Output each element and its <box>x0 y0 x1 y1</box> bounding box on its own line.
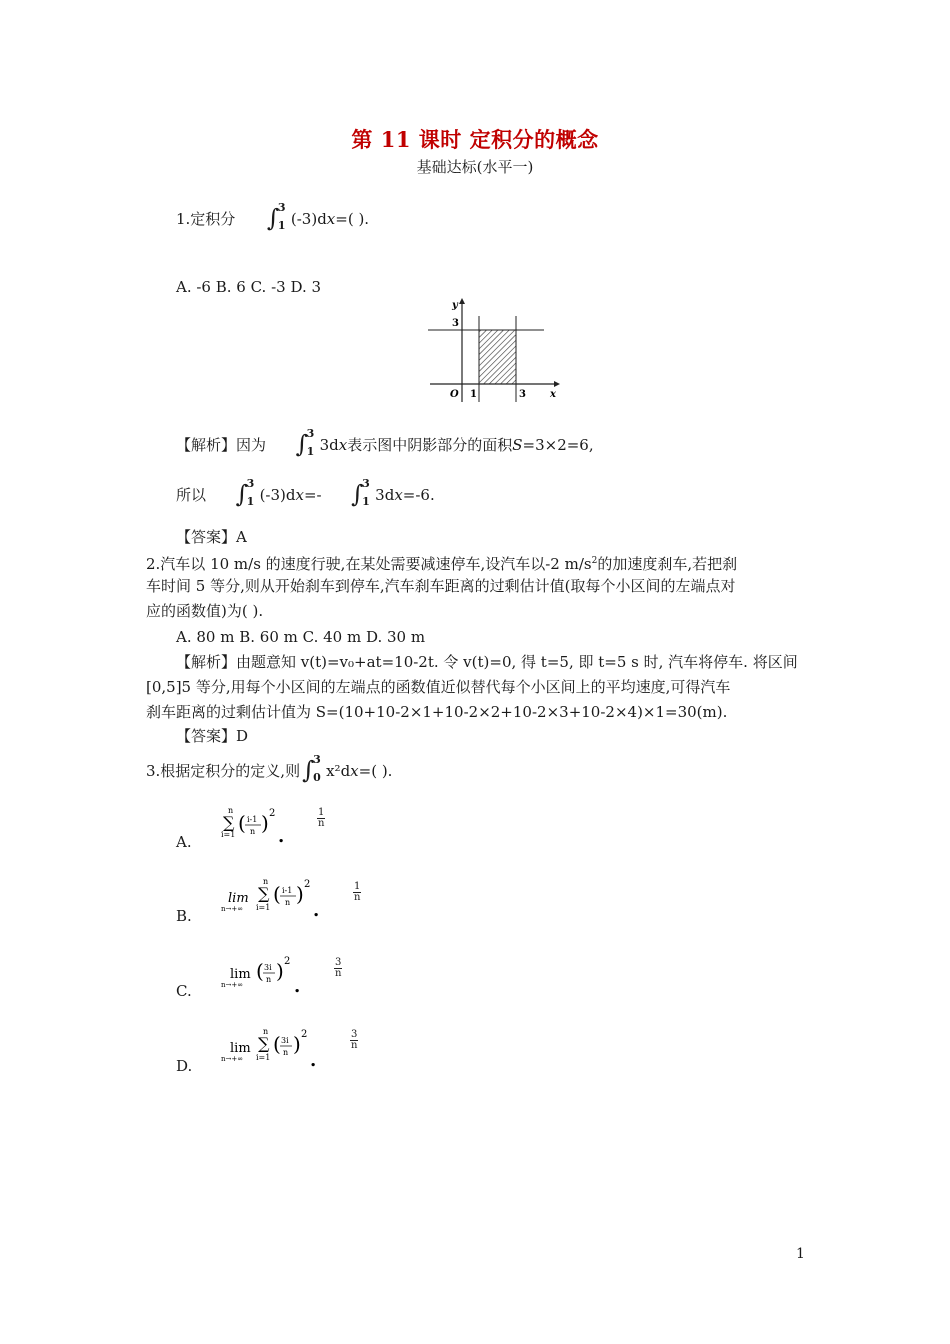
x-label: x <box>550 389 556 400</box>
integral-sign: ∫ 3 0 <box>302 753 321 784</box>
svg-text:(: ( <box>273 882 281 906</box>
page-number: 1 <box>796 1246 805 1262</box>
q3-option-c-frac: $\frac{3}{n}$ <box>334 957 342 979</box>
q2-options: A. 80 m B. 60 m C. 40 m D. 30 m <box>176 628 426 646</box>
q2-text: 2.汽车以 10 m/s 的速度行驶,在某处需要减速停车,设汽车以-2 m/s <box>146 555 592 573</box>
analysis-text: =-6. <box>402 486 435 504</box>
q3-option-b-expr <box>218 874 358 920</box>
page-subtitle: 基础达标(水平一) <box>416 158 534 176</box>
svg-text:n→+∞: n→+∞ <box>221 1055 244 1063</box>
q3-option-d-frac: $\frac{3}{n}$ <box>350 1029 358 1051</box>
svg-text:2: 2 <box>284 956 291 967</box>
q3-prefix: 3.根据定积分的定义,则 <box>146 762 301 780</box>
svg-text:3i: 3i <box>281 1036 289 1045</box>
svg-text:(: ( <box>273 1032 281 1056</box>
svg-text:∑: ∑ <box>258 884 270 903</box>
question-3: 3.根据定积分的定义,则 ∫ 3 0 x²dx=( ). <box>146 753 393 784</box>
analysis-text: 因为 <box>236 436 267 454</box>
svg-text:i=1: i=1 <box>256 903 271 912</box>
shaded-region <box>479 330 516 384</box>
q3-option-d-label: D. <box>176 1057 193 1075</box>
svg-text:.: . <box>310 1050 317 1070</box>
question-1: 1.定积分 ∫ 3 1 (-3)dx=( ). <box>176 201 370 232</box>
q3-option-c-expr <box>218 952 328 996</box>
svg-text:i-1: i-1 <box>247 815 258 824</box>
svg-text:lim: lim <box>230 967 251 982</box>
analysis-text: 由题意知 v(t)=v₀+at=10-2t. 令 v(t)=0, 得 t=5, 即 t=5 s 时, 汽车将停车. 将区间 <box>236 653 798 671</box>
q2-answer <box>176 725 248 747</box>
svg-text:2: 2 <box>269 808 276 819</box>
q3-option-c-label: C. <box>176 982 192 1000</box>
svg-text:n→+∞: n→+∞ <box>221 905 244 913</box>
svg-text:lim: lim <box>228 891 249 906</box>
q3-integrand: x²d <box>326 762 351 780</box>
q2-superscript: 2 <box>591 556 598 566</box>
q3-option-d-expr <box>218 1024 348 1070</box>
q3-option-a-label: A. <box>176 833 192 851</box>
answer-value: D <box>236 727 249 745</box>
q1-suffix: =( ). <box>335 210 370 228</box>
q1-analysis-a: 【解析】因为 ∫ 3 1 3dx表示图中阴影部分的面积S=3×2=6, <box>176 427 594 458</box>
q1-area-graph <box>424 296 560 406</box>
answer-value: A <box>236 528 247 546</box>
svg-text:2: 2 <box>304 879 311 890</box>
q2-line3: 应的函数值)为( ). <box>146 602 264 620</box>
svg-text:i=1: i=1 <box>221 830 236 839</box>
q2-analysis-l1 <box>176 651 798 673</box>
q2-line1 <box>146 550 737 575</box>
svg-text:n: n <box>266 975 272 984</box>
analysis-text: 所以 <box>176 486 207 504</box>
analysis-tag: 【解析】 <box>176 436 237 454</box>
analysis-integrand: 3d <box>319 436 339 454</box>
tick-x1: 1 <box>470 389 477 400</box>
q2-line2: 车时间 5 等分,则从开始刹车到停车,汽车刹车距离的过剩估计值(取每个小区间的左端点对 <box>146 577 736 595</box>
svg-text:n: n <box>250 827 256 836</box>
q3-option-b-label: B. <box>176 907 192 925</box>
analysis-integrand: (-3)d <box>259 486 296 504</box>
integral-sign: ∫ 3 1 <box>351 477 370 508</box>
svg-text:i=1: i=1 <box>256 1053 271 1062</box>
svg-text:∑: ∑ <box>223 813 235 832</box>
analysis-integrand: 3d <box>375 486 395 504</box>
q1-prefix: 1.定积分 <box>176 210 236 228</box>
svg-text:i-1: i-1 <box>282 886 293 895</box>
svg-text:n: n <box>263 877 269 886</box>
origin-label: O <box>450 389 459 400</box>
svg-text:.: . <box>313 900 320 920</box>
svg-text:n: n <box>228 806 234 815</box>
q1-integrand: (-3)d <box>290 210 327 228</box>
svg-text:): ) <box>276 959 284 983</box>
svg-text:): ) <box>296 882 304 906</box>
svg-text:n→+∞: n→+∞ <box>221 981 244 989</box>
tick-x3: 3 <box>519 389 526 400</box>
svg-text:): ) <box>261 811 269 835</box>
tick-y3: 3 <box>452 318 459 329</box>
q3-option-a-frac: $\frac{1}{n}$ <box>317 807 325 829</box>
q1-answer <box>176 526 247 548</box>
svg-text:lim: lim <box>230 1041 251 1056</box>
analysis-text: =- <box>303 486 322 504</box>
analysis-text: 表示图中阴影部分的面积 <box>347 436 513 454</box>
q1-options: A. -6 B. 6 C. -3 D. 3 <box>176 278 322 296</box>
svg-text:(: ( <box>238 811 246 835</box>
integral-sign: ∫ 3 1 <box>235 477 255 508</box>
svg-text:): ) <box>293 1032 301 1056</box>
svg-text:n: n <box>285 898 291 907</box>
q2-text: 的加速度刹车,若把刹 <box>597 555 738 573</box>
q2-analysis-l2: [0,5]5 等分,用每个小区间的左端点的函数值近似替代每个小区间上的平均速度,可得汽车 <box>146 678 731 696</box>
svg-text:(: ( <box>256 959 264 983</box>
q3-option-b-frac: $\frac{1}{n}$ <box>353 881 361 903</box>
svg-text:n: n <box>263 1027 269 1036</box>
integral-sign: ∫ 3 1 <box>266 201 286 232</box>
q1-analysis-b: 所以 ∫ 3 1 (-3)dx=- ∫ 3 1 3dx=-6. <box>176 477 435 508</box>
integral-sign: ∫ 3 1 <box>295 427 315 458</box>
answer-tag: 【答案】 <box>176 727 237 745</box>
q3-suffix: =( ). <box>358 762 393 780</box>
svg-text:.: . <box>278 826 285 846</box>
page-title: 第 11 课时 定积分的概念 <box>351 127 599 152</box>
svg-text:.: . <box>294 976 301 996</box>
analysis-equation: =3×2=6, <box>522 436 594 454</box>
svg-text:n: n <box>283 1048 289 1057</box>
svg-text:3i: 3i <box>264 963 272 972</box>
svg-text:2: 2 <box>301 1029 308 1040</box>
q2-analysis-l3: 刹车距离的过剩估计值为 S=(10+10-2×1+10-2×2+10-2×3+10-2×4)×1=30(m). <box>146 703 728 721</box>
analysis-tag: 【解析】 <box>176 653 237 671</box>
svg-text:∑: ∑ <box>258 1034 270 1053</box>
y-label: y <box>452 300 458 311</box>
answer-tag: 【答案】 <box>176 528 237 546</box>
